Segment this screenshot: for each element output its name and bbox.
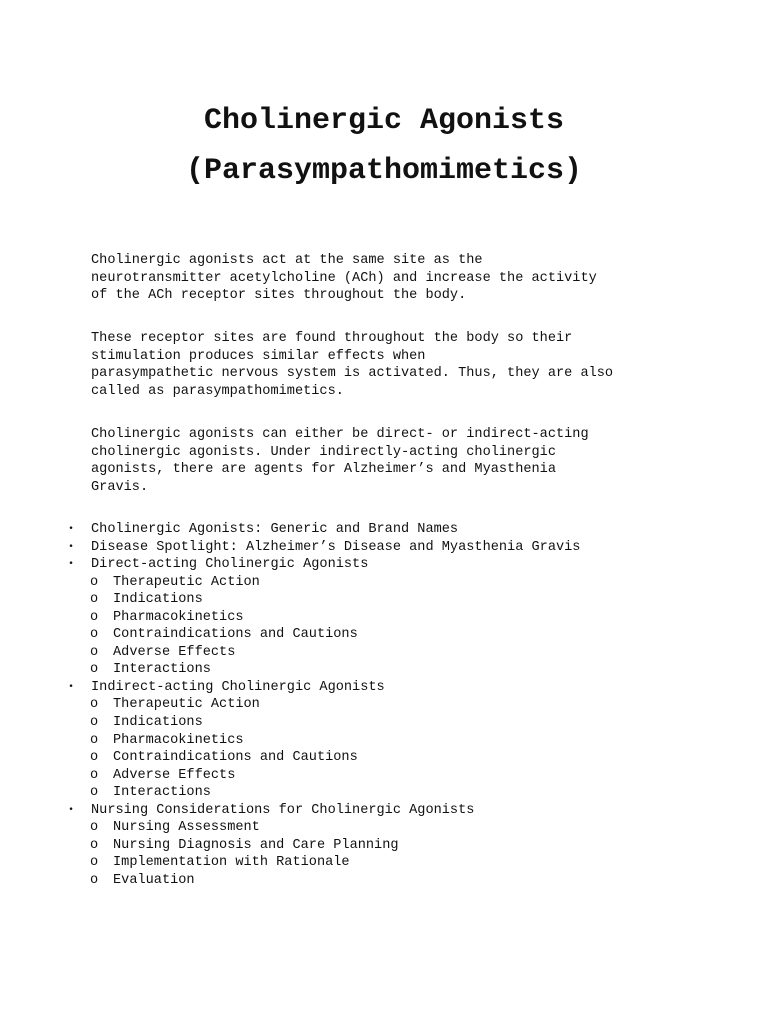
outline-item	[0, 679, 700, 697]
sub-bullet-icon: o	[90, 609, 99, 625]
sub-bullet-icon: o	[90, 697, 99, 713]
sub-bullet-icon: o	[90, 574, 99, 590]
title-line-1: Cholinergic Agonists	[203, 104, 565, 138]
sub-bullet-icon: o	[90, 820, 99, 836]
outline-subitem-label: Contraindications and Cautions	[113, 750, 358, 766]
sub-bullet-icon: o	[90, 872, 99, 888]
bullet-icon: •	[68, 524, 74, 534]
outline-subitem	[0, 591, 700, 609]
outline-subitem	[0, 644, 700, 662]
outline-subitem-label: Indications	[113, 592, 203, 608]
outline-subitem	[0, 749, 700, 767]
bullet-icon: •	[68, 559, 74, 570]
classification-paragraph: Cholinergic agonists can either be direct- or indirect-acting cholinergic agonists. Under indirectly-acting cholinergic agonists, there are agents for Alzheimer’s and Myasthenia Gravis.	[91, 427, 589, 495]
outline-subitem-label: Nursing Diagnosis and Care Planning	[113, 837, 399, 853]
outline-subitem-label: Therapeutic Action	[113, 697, 260, 713]
sub-bullet-icon: o	[90, 732, 99, 748]
sub-bullet-icon: o	[90, 644, 99, 660]
page-title	[0, 96, 768, 196]
outline-subitem-label: Indications	[113, 715, 203, 731]
outline-subitem-label: Adverse Effects	[113, 767, 236, 783]
sub-bullet-icon: o	[90, 837, 99, 853]
outline-subitem-label: Pharmacokinetics	[113, 609, 244, 625]
sub-bullet-icon: o	[90, 785, 99, 801]
sub-bullet-icon: o	[90, 750, 99, 766]
intro-paragraph: Cholinergic agonists act at the same site as the neurotransmitter acetylcholine (ACh) and increase the activity of the ACh receptor sites throughout the body.	[91, 253, 597, 304]
outline-subitem-label: Implementation with Rationale	[113, 855, 350, 871]
outline-item-label: Direct-acting Cholinergic Agonists	[91, 557, 369, 573]
outline-subitem	[0, 784, 700, 802]
outline-subitem	[0, 626, 700, 644]
outline-item	[0, 556, 700, 574]
outline-subitem	[0, 854, 700, 872]
sub-bullet-icon: o	[90, 662, 99, 678]
outline-item	[0, 521, 700, 539]
outline-subitem-label: Adverse Effects	[113, 644, 236, 660]
sub-bullet-icon: o	[90, 627, 99, 643]
outline-subitem-label: Interactions	[113, 662, 211, 678]
topic-outline	[0, 521, 700, 889]
outline-subitem	[0, 767, 700, 785]
outline-subitem	[0, 819, 700, 837]
outline-item-label: Disease Spotlight: Alzheimer’s Disease and Myasthenia Gravis	[91, 539, 581, 555]
outline-subitem	[0, 714, 700, 732]
outline-subitem	[0, 661, 700, 679]
outline-subitem-label: Pharmacokinetics	[113, 732, 244, 748]
outline-item-label: Indirect-acting Cholinergic Agonists	[91, 679, 385, 695]
outline-item	[0, 802, 700, 820]
outline-subitem	[0, 732, 700, 750]
sub-bullet-icon: o	[90, 767, 99, 783]
sub-bullet-icon: o	[90, 855, 99, 871]
outline-subitem-label: Nursing Assessment	[113, 820, 260, 836]
outline-subitem	[0, 609, 700, 627]
outline-subitem	[0, 574, 700, 592]
title-line-2: (Parasympathomimetics)	[185, 154, 583, 188]
outline-subitem	[0, 872, 700, 890]
outline-subitem	[0, 837, 700, 855]
receptor-paragraph: These receptor sites are found throughout the body so their stimulation produces similar effects when parasympathetic nervous system is activated. Thus, they are also called as parasympathomimetics.	[91, 331, 614, 399]
outline-item	[0, 539, 700, 557]
outline-item-label: Nursing Considerations for Cholinergic Agonists	[91, 802, 475, 818]
outline-subitem-label: Contraindications and Cautions	[113, 627, 358, 643]
outline-subitem	[0, 696, 700, 714]
outline-subitem-label: Therapeutic Action	[113, 574, 260, 590]
bullet-icon: •	[68, 804, 74, 815]
sub-bullet-icon: o	[90, 592, 99, 608]
outline-subitem-label: Evaluation	[113, 872, 195, 888]
outline-item-label: Cholinergic Agonists: Generic and Brand Names	[91, 522, 459, 537]
outline-subitem-label: Interactions	[113, 785, 211, 801]
bullet-icon: •	[68, 681, 74, 692]
sub-bullet-icon: o	[90, 715, 99, 731]
bullet-icon: •	[68, 541, 74, 552]
